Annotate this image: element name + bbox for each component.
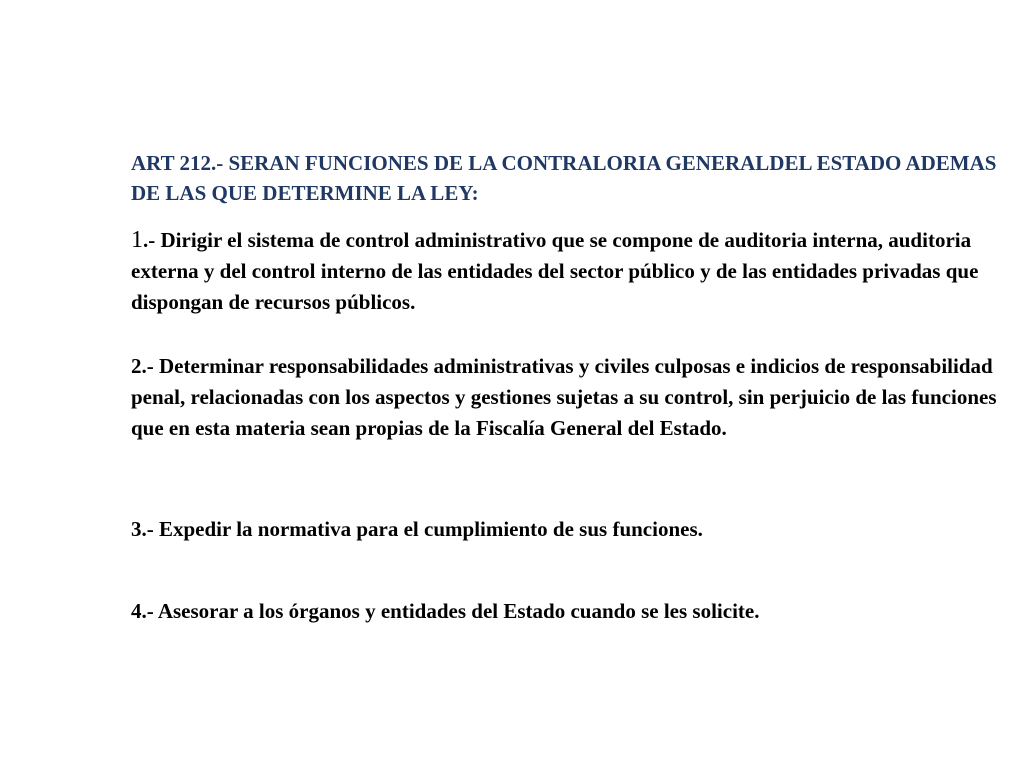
- item-1-text: .- Dirigir el sistema de control administrativo que se compone de auditoria interna, auditoria externa y del control interno de las entidades del sector público y de las entidades privadas que dispongan de recursos públicos.: [131, 228, 979, 314]
- function-item-4: 4.- Asesorar a los órganos y entidades del Estado cuando se les solicite.: [131, 599, 760, 623]
- article-heading: ART 212.- SERAN FUNCIONES DE LA CONTRALORIA GENERALDEL ESTADO ADEMAS DE LAS QUE DETERMINE LA LEY:: [131, 151, 997, 205]
- function-item-2: 2.- Determinar responsabilidades administrativas y civiles culposas e indicios de responsabilidad penal, relacionadas con los aspectos y gestiones sujetas a su control, sin perjuicio de las funciones que en esta materia sean propias de la Fiscalía General del Estado.: [131, 354, 997, 440]
- item-1-number: 1: [131, 227, 143, 253]
- function-item-1: [131, 225, 1001, 318]
- function-item-3: 3.- Expedir la normativa para el cumplimiento de sus funciones.: [131, 517, 703, 541]
